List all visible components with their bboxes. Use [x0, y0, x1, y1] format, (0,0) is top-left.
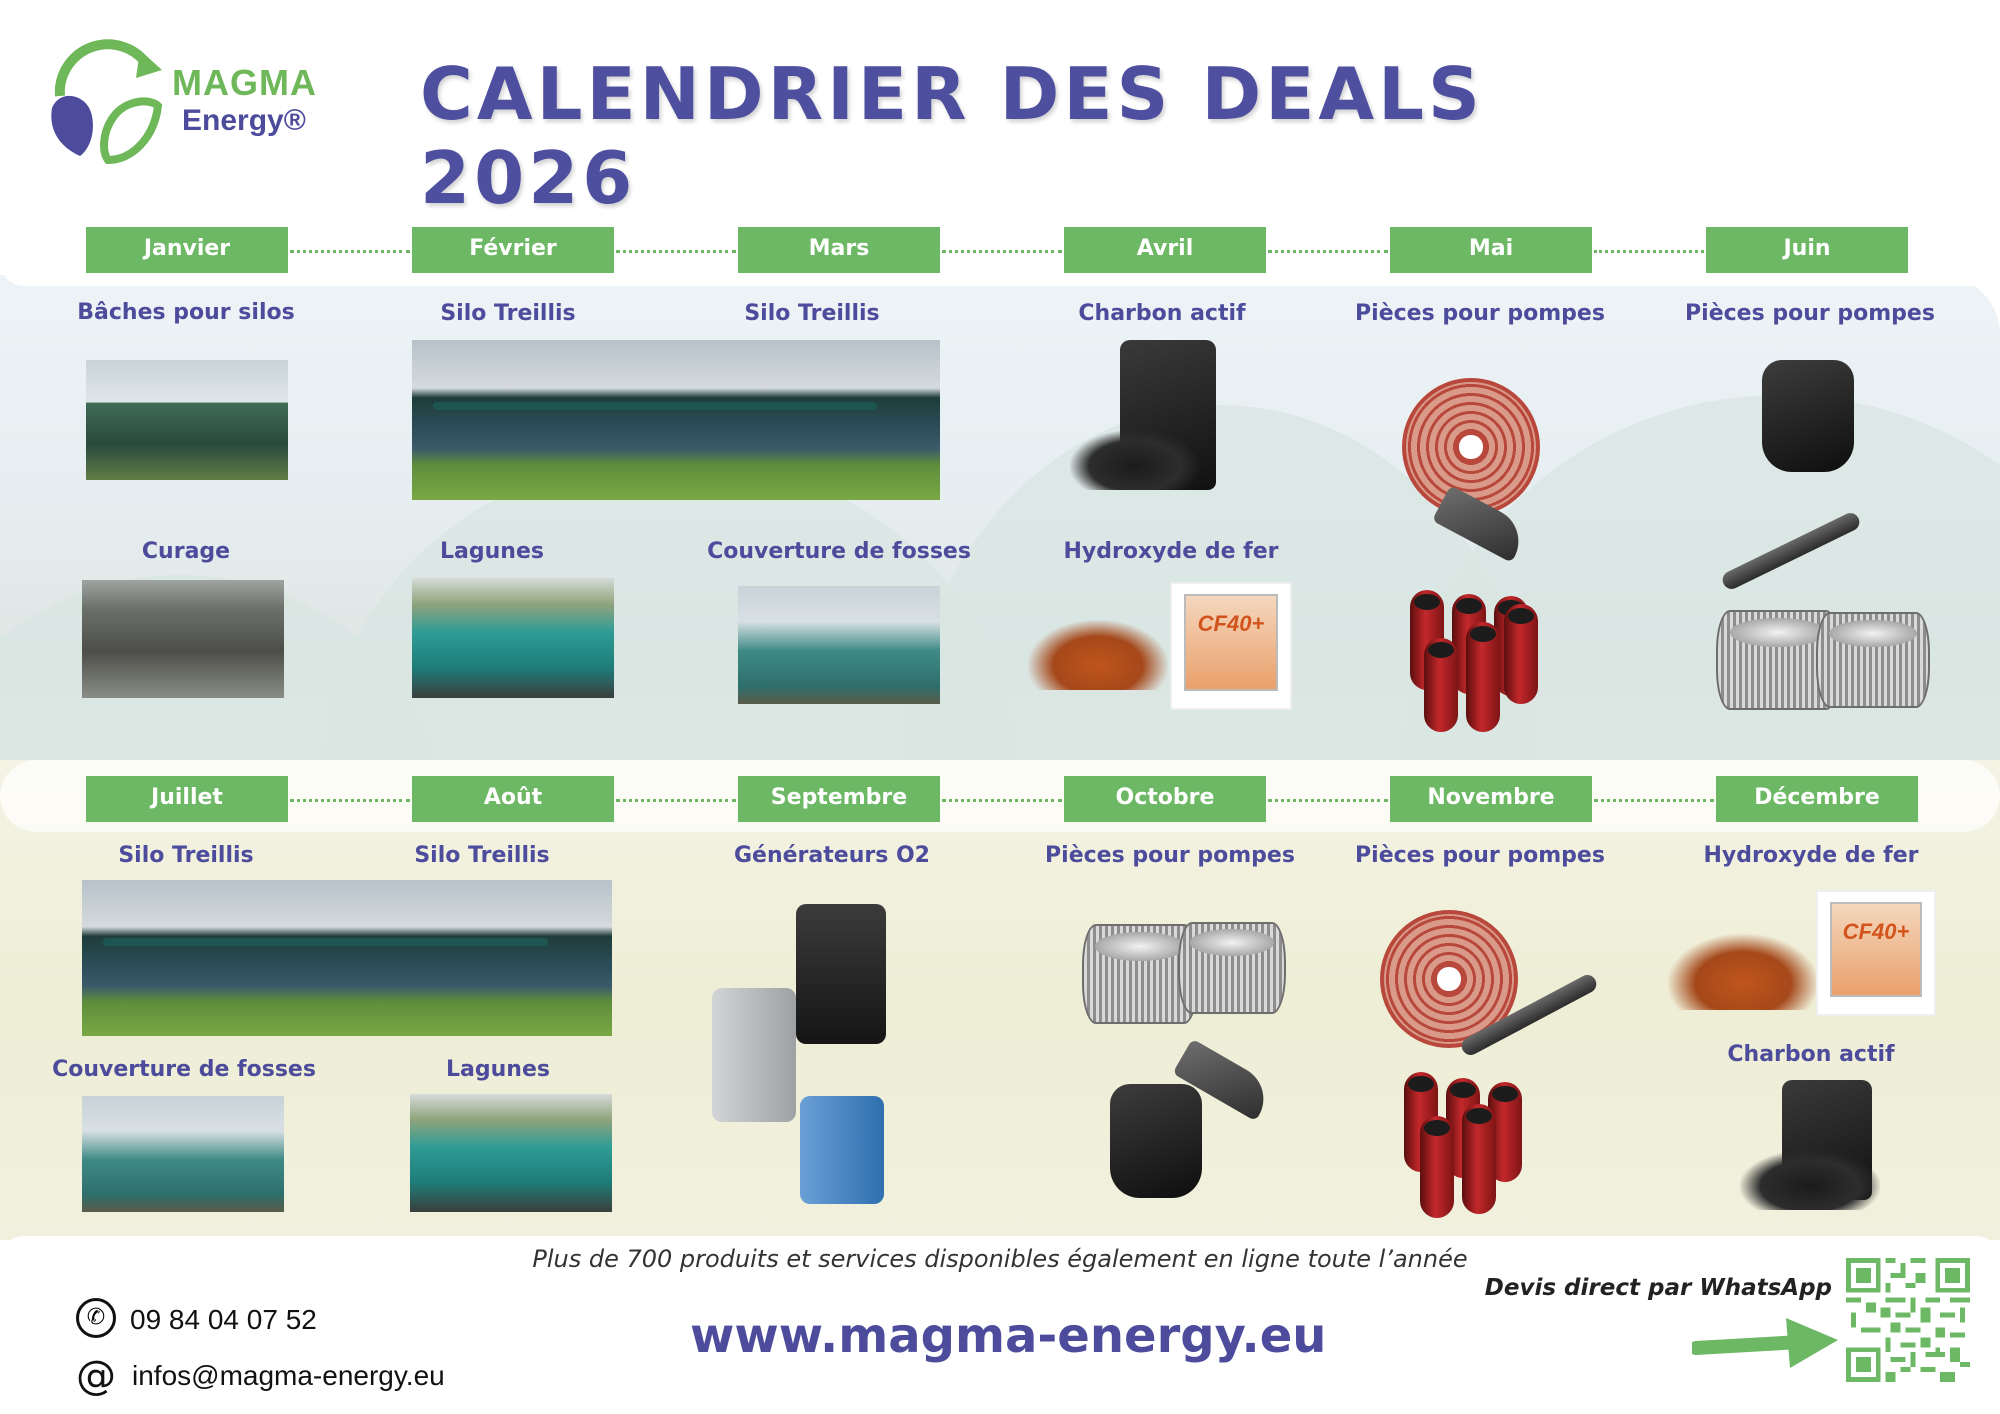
email-link[interactable]: infos@magma-energy.eu: [132, 1360, 445, 1391]
o2-generator: [712, 988, 796, 1122]
at-icon: @: [76, 1353, 116, 1399]
tagline: Plus de 700 produits et services disponibles également en ligne toute l’année: [532, 1245, 1468, 1273]
item-label[interactable]: Curage: [141, 539, 231, 564]
month-janvier[interactable]: Janvier: [86, 227, 288, 273]
month-novembre[interactable]: Novembre: [1390, 776, 1592, 822]
photo-lagunes: [410, 1094, 612, 1212]
item-label[interactable]: Charbon actif: [1078, 301, 1246, 326]
product-ibc-tank: [1170, 582, 1292, 710]
connector: [616, 799, 736, 802]
product-charbon-pile: [1070, 430, 1200, 490]
item-label[interactable]: Charbon actif: [1727, 1042, 1895, 1067]
month-juillet[interactable]: Juillet: [86, 776, 288, 822]
product-badge: CF40+: [1842, 918, 1910, 944]
background-top: [0, 275, 2000, 770]
pump-stator: [1466, 622, 1500, 732]
photo-lagunes: [412, 578, 614, 698]
pump-stator: [1424, 638, 1458, 732]
item-label[interactable]: Couverture de fosses: [52, 1057, 316, 1082]
photo-couverture-fosses: [82, 1096, 284, 1212]
item-label[interactable]: Pièces pour pompes: [1685, 301, 1935, 326]
item-label[interactable]: Générateurs O2: [734, 843, 930, 868]
logo-text-magma: MAGMA: [172, 62, 317, 103]
month-mai[interactable]: Mai: [1390, 227, 1592, 273]
item-label[interactable]: Silo Treillis: [118, 843, 254, 868]
pump-stator: [1504, 604, 1538, 704]
month-decembre[interactable]: Décembre: [1716, 776, 1918, 822]
pump-stator: [1420, 1116, 1454, 1218]
month-septembre[interactable]: Septembre: [738, 776, 940, 822]
item-label[interactable]: Silo Treillis: [744, 301, 880, 326]
item-label[interactable]: Silo Treillis: [440, 301, 576, 326]
photo-silo-treillis: [82, 880, 612, 1036]
month-avril[interactable]: Avril: [1064, 227, 1266, 273]
phone-icon: ✆: [76, 1298, 116, 1338]
item-label[interactable]: Lagunes: [446, 1057, 550, 1082]
qr-code[interactable]: [1846, 1258, 1970, 1382]
item-label[interactable]: Hydroxyde de fer: [1063, 539, 1279, 564]
photo-baches-silos: [86, 360, 288, 480]
website-link[interactable]: www.magma-energy.eu: [690, 1308, 1327, 1364]
divider-top: [0, 262, 2000, 286]
connector: [1268, 250, 1388, 253]
pump-stator: [1462, 1104, 1496, 1214]
pump-coupling: [1110, 1084, 1202, 1198]
phone-number[interactable]: 09 84 04 07 52: [130, 1304, 317, 1335]
month-juin[interactable]: Juin: [1706, 227, 1908, 273]
connector: [1594, 250, 1704, 253]
item-label[interactable]: Lagunes: [440, 539, 544, 564]
item-label[interactable]: Pièces pour pompes: [1355, 843, 1605, 868]
photo-couverture-fosses: [738, 586, 940, 704]
month-fevrier[interactable]: Février: [412, 227, 614, 273]
connector: [942, 799, 1062, 802]
page-title: CALENDRIER DES DEALS 2026: [420, 52, 1484, 220]
photo-curage: [82, 580, 284, 698]
connector: [1594, 799, 1714, 802]
item-label[interactable]: Pièces pour pompes: [1355, 301, 1605, 326]
logo-text-energy: Energy®: [182, 104, 306, 137]
logo[interactable]: [40, 36, 340, 166]
product-iron-powder: [1028, 620, 1168, 690]
connector: [290, 250, 410, 253]
arrow-right-icon: [1692, 1312, 1842, 1372]
connector: [616, 250, 736, 253]
whatsapp-label: Devis direct par WhatsApp: [1484, 1275, 1832, 1301]
item-label[interactable]: Couverture de fosses: [707, 539, 971, 564]
item-label[interactable]: Silo Treillis: [414, 843, 550, 868]
connector: [1268, 799, 1388, 802]
product-ibc-tank: [1816, 890, 1936, 1016]
month-mars[interactable]: Mars: [738, 227, 940, 273]
o2-generator: [796, 904, 886, 1044]
connector: [942, 250, 1062, 253]
logo-leaf-icon: [40, 36, 170, 166]
pump-coupling: [1762, 360, 1854, 472]
month-octobre[interactable]: Octobre: [1064, 776, 1266, 822]
month-aout[interactable]: Août: [412, 776, 614, 822]
item-label[interactable]: Pièces pour pompes: [1045, 843, 1295, 868]
pump-cylinder: [1816, 612, 1930, 708]
item-label[interactable]: Bâches pour silos: [77, 300, 295, 325]
o2-generator: [800, 1096, 884, 1204]
photo-silo-treillis: [412, 340, 940, 500]
product-iron-powder: [1668, 934, 1818, 1010]
connector: [290, 799, 410, 802]
product-charbon-pile: [1740, 1150, 1880, 1210]
product-badge: CF40+: [1197, 611, 1265, 637]
pump-cylinder: [1178, 922, 1286, 1014]
divider-middle: [0, 760, 2000, 832]
item-label[interactable]: Hydroxyde de fer: [1703, 843, 1919, 868]
